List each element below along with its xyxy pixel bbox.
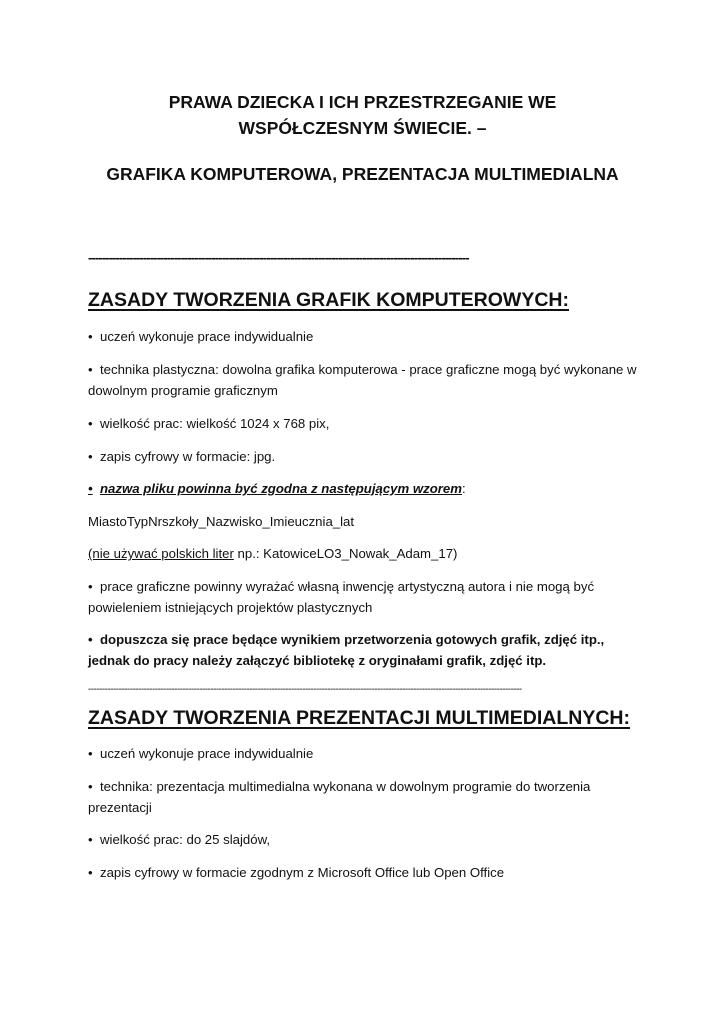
list-item [88, 446, 638, 467]
bullet-glyph: • [88, 416, 93, 431]
list-item-text: technika: prezentacja multimedialna wykonana w dowolnym programie do tworzenia prezentacji [88, 779, 591, 815]
list-item [88, 326, 638, 347]
bullet-glyph: • [88, 632, 93, 647]
bullet-glyph: • [88, 779, 93, 794]
list-item [88, 478, 638, 499]
filename-rule-text: nazwa pliku powinna być zgodna z następującym wzorem [100, 481, 462, 496]
list-item-text: dopuszcza się prace będące wynikiem przetworzenia gotowych grafik, zdjęć itp., jednak do pracy należy załączyć bibliotekę z oryginałami grafik, zdjęć itp. [88, 632, 605, 668]
bullet-glyph: • [88, 449, 93, 464]
list-item [88, 776, 638, 818]
list-item [88, 359, 638, 401]
bullet-glyph: • [88, 329, 93, 344]
separator-line: --------------------------------------------------------------------------------------------------------------- [88, 250, 469, 265]
filename-rule-colon: : [462, 481, 466, 496]
list-item-text: wielkość prac: wielkość 1024 x 768 pix, [100, 416, 330, 431]
list-item-text: zapis cyfrowy w formacie: jpg. [100, 449, 276, 464]
bullet-glyph: • [88, 865, 93, 880]
filename-note-underlined: (nie używać polskich liter [88, 546, 234, 561]
filename-pattern: MiastoTypNrszkoły_Nazwisko_Imieucznia_lat [88, 514, 355, 529]
title-line-2: WSPÓŁCZESNYM ŚWIECIE. – [238, 118, 487, 138]
section-heading-presentation: ZASADY TWORZENIA PREZENTACJI MULTIMEDIALNYCH: [88, 707, 631, 729]
list-item [88, 413, 638, 434]
section-heading-graphics: ZASADY TWORZENIA GRAFIK KOMPUTEROWYCH: [88, 289, 569, 311]
list-item [88, 829, 638, 850]
list-item [88, 629, 638, 671]
bullet-glyph: • [88, 832, 93, 847]
list-item-text: zapis cyfrowy w formacie zgodnym z Microsoft Office lub Open Office [100, 865, 505, 880]
bullet-glyph: • [88, 746, 93, 761]
document-subtitle: GRAFIKA KOMPUTEROWA, PREZENTACJA MULTIMEDIALNA [106, 164, 619, 184]
bullet-glyph: • [88, 362, 93, 377]
list-item-text: technika plastyczna: dowolna grafika komputerowa - prace graficzne mogą być wykonane w dowolnym programie graficznym [88, 362, 637, 398]
list-item [88, 576, 638, 618]
list-item-text: uczeń wykonuje prace indywidualnie [100, 329, 314, 344]
list-item-text: prace graficzne powinny wyrażać własną inwencję artystyczną autora i nie mogą być powieleniem istniejących projektów plastycznych [88, 579, 595, 615]
list-item-text: wielkość prac: do 25 slajdów, [100, 832, 271, 847]
list-item [88, 743, 638, 764]
filename-note [88, 543, 638, 564]
bullet-glyph: • [88, 481, 93, 496]
separator-line: ------------------------------------------------------------------------------------------------------------------------------------------------------------ [88, 684, 522, 695]
title-line-1: PRAWA DZIECKA I ICH PRZESTRZEGANIE WE [168, 92, 557, 112]
list-item-text: uczeń wykonuje prace indywidualnie [100, 746, 314, 761]
filename-note-example: np.: KatowiceLO3_Nowak_Adam_17) [233, 546, 458, 561]
list-item [88, 862, 638, 883]
document-title [60, 89, 665, 141]
bullet-glyph: • [88, 579, 93, 594]
